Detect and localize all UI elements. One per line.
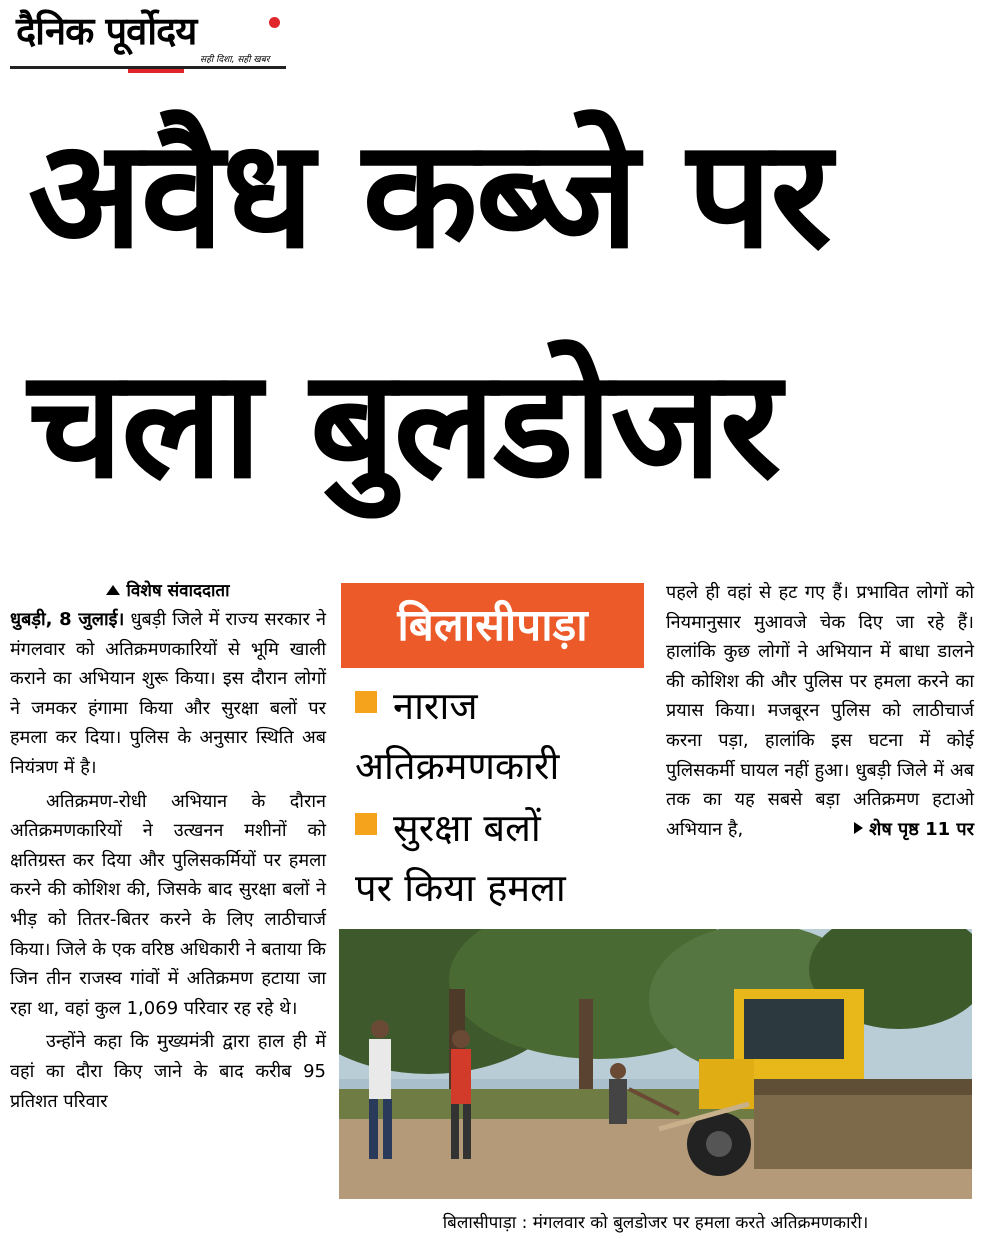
- newspaper-tagline: सही दिशा, सही खबर: [200, 55, 270, 65]
- paragraph-4-text: पहले ही वहां से हट गए हैं। प्रभावित लोगों को नियमानुसार मुआवजे चेक दिए जा रहे हैं। हालांकि कुछ लोगों ने अभियान में बाधा डालने की कोशिश की और पुलिस पर हमला करने का प्रयास किया। मजबूरन पुलिस को लाठीचार्ज करना पड़ा, हालांकि इस घटना में कोई पुलिसकर्मी घायल नहीं हुआ। धुबड़ी जिले में अब तक का यह सबसे बड़ा अतिक्रमण हटाओ अभियान है,: [666, 582, 974, 840]
- highlight-point-1: [355, 678, 478, 734]
- continued-text: शेष पृष्ठ 11 पर: [869, 818, 974, 840]
- masthead: [10, 5, 286, 71]
- headline-line-2: चला बुलडोजर: [28, 338, 780, 512]
- bulldozer-scene-illustration: [339, 929, 972, 1199]
- highlight-point-2: [355, 800, 541, 856]
- highlight-point-1-line-1: नाराज: [393, 684, 478, 728]
- headline-line-1: अवैध कब्जे पर: [28, 108, 830, 282]
- highlight-point-1-line-2: अतिक्रमणकारी: [355, 744, 560, 788]
- paragraph-3: उन्होंने कहा कि मुख्यमंत्री द्वारा हाल ही में वहां का दौरा किए जाने के बाद करीब 95 प्रतिशत परिवार: [10, 1031, 326, 1112]
- newspaper-title: दैनिक पूर्वोदय: [16, 9, 197, 53]
- dateline: धुबड़ी, 8 जुलाई।: [10, 609, 125, 630]
- article-column-1: [10, 578, 326, 1120]
- byline-text: विशेष संवाददाता: [126, 581, 230, 601]
- paragraph-1: [10, 605, 326, 783]
- triangle-up-icon: [106, 585, 120, 595]
- byline: [10, 578, 326, 601]
- paragraph-2: अतिक्रमण-रोधी अभियान के दौरान अतिक्रमणकारियों ने उत्खनन मशीनों को क्षतिग्रस्त कर दिया और पुलिसकर्मियों पर हमला करने की कोशिश की, जिसके बाद सुरक्षा बलों ने भीड़ को तितर-बितर करने के लिए लाठीचार्ज किया। जिले के एक वरिष्ठ अधिकारी ने बताया कि जिन तीन राजस्व गांवों में अतिक्रमण हटाया जा रहा था, वहां कुल 1,069 परिवार रह रहे थे।: [10, 790, 326, 1019]
- highlight-point-2-line-2: पर किया हमला: [355, 866, 566, 910]
- triangle-right-icon: [854, 822, 863, 834]
- masthead-strip: [128, 69, 184, 73]
- highlight-point-2-line-1: सुरक्षा बलों: [393, 806, 541, 850]
- article-column-3: [666, 578, 974, 844]
- square-bullet-icon: [355, 691, 377, 713]
- paragraph-4: [666, 578, 974, 844]
- place-highlight-box: बिलासीपाड़ा: [341, 583, 644, 668]
- photo-caption: बिलासीपाड़ा : मंगलवार को बुलडोजर पर हमला करते अतिक्रमणकारी।: [339, 1203, 972, 1243]
- paragraph-1-text: धुबड़ी जिले में राज्य सरकार ने मंगलवार को अतिक्रमणकारियों से भूमि खाली कराने का अभियान शुरू किया। इस दौरान लोगों ने जमकर हंगामा किया और सुरक्षा बलों पर हमला कर दिया। पुलिस के अनुसार स्थिति अब नियंत्रण में है।: [10, 609, 326, 778]
- news-photo: [339, 929, 972, 1199]
- masthead-dot-icon: [269, 17, 280, 28]
- square-bullet-icon: [355, 813, 377, 835]
- continued-on-page: [854, 815, 974, 845]
